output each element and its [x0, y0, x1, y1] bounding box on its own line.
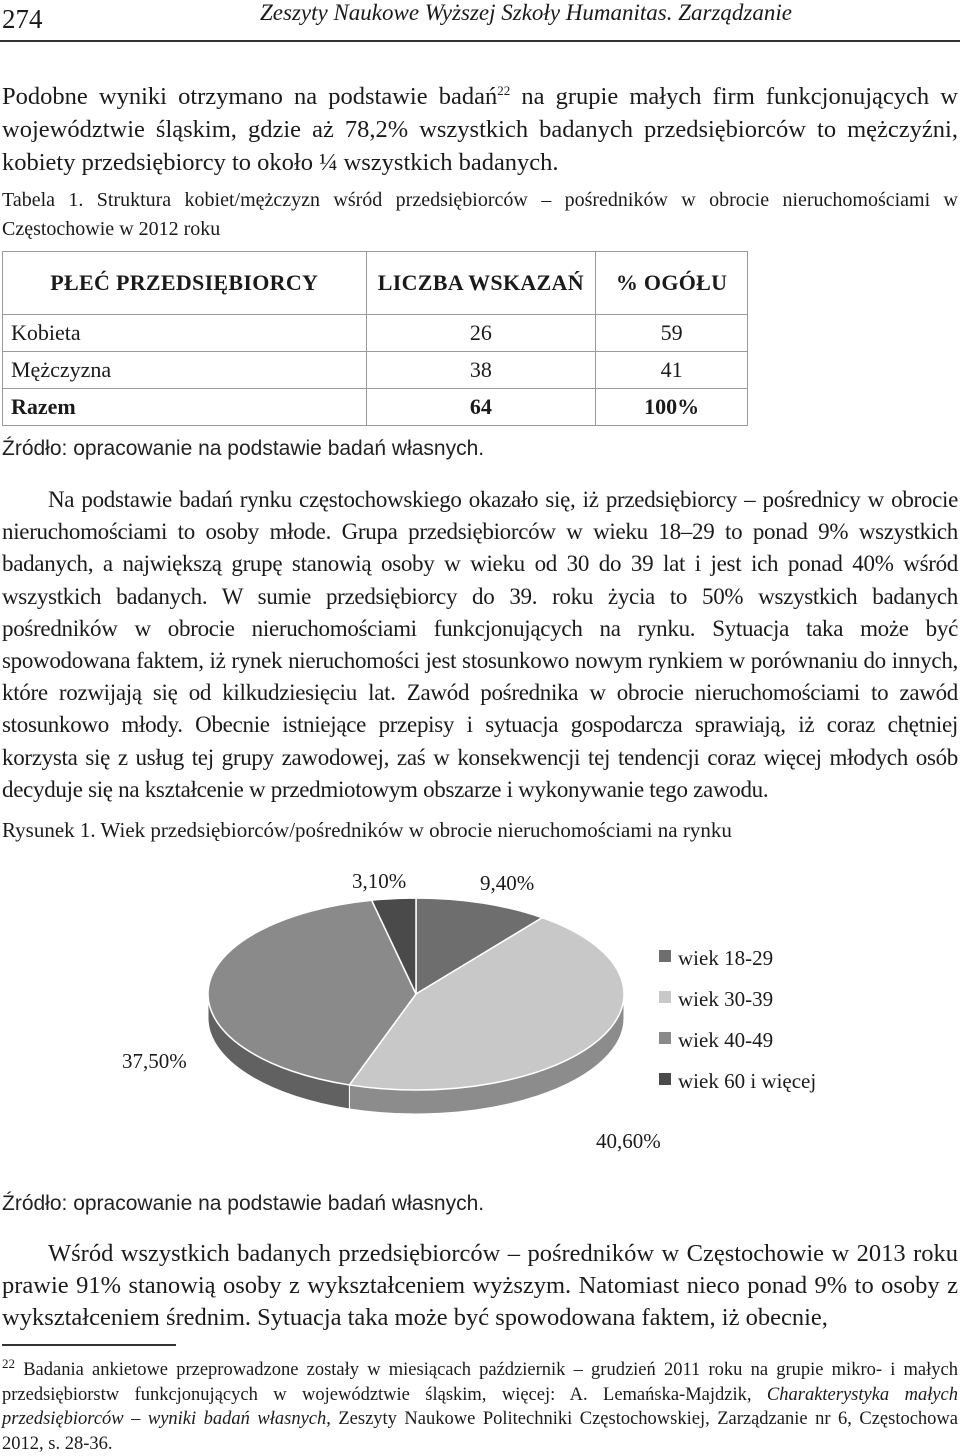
- table-row: [3, 315, 748, 352]
- footnote: [2, 1352, 958, 1456]
- legend-label: wiek 60 i więcej: [678, 1069, 817, 1093]
- table-header-row: [3, 252, 748, 315]
- col-header-percent: % OGÓŁU: [596, 252, 748, 315]
- cell-count: 38: [366, 352, 596, 389]
- col-header-gender: PŁEĆ PRZEDSIĘBIORCY: [3, 252, 367, 315]
- cell-percent: 59: [596, 315, 748, 352]
- legend-label: wiek 40-49: [678, 1028, 774, 1052]
- header-divider: [0, 40, 960, 42]
- cell-gender: Kobieta: [3, 315, 367, 352]
- footnote-text-a: Badania ankietowe przeprowadzone zostały w miesiącach październik – grudzień 2011 roku na grupie mikro- i małych przedsiębiorstw funkcjonujących w województwie śląskim, więcej: A. Lemańska-Majdzik,: [2, 1360, 958, 1405]
- value-label: 37,50%: [122, 1049, 187, 1073]
- figure-caption: Rysunek 1. Wiek przedsiębiorców/pośredników w obrocie nieruchomościami na rynku: [2, 818, 732, 842]
- paragraph-2: Na podstawie badań rynku częstochowskiego okazało się, iż przedsiębiorcy – pośrednicy w obrocie nieruchomościami to osoby młode. Grupa przedsiębiorców w wieku 18–29 to ponad 9% wszystkich badanych, a największą grupę stanowią osoby w wieku od 30 do 39 lat i jest ich ponad 40% wśród wszystkich badanych. W sumie przedsiębiorcy do 39. roku życia to 50% wszystkich badanych pośredników w obrocie nieruchomościami funkcjonujących na rynku. Sytuacja taka może być spowodowana faktem, iż rynek nieruchomości jest stosunkowo nowym rynkiem w porównaniu do innych, które rozwijają się od kilkudziesięciu lat. Zawód pośrednika w obrocie nieruchomościami to zawód stosunkowo młody. Obecnie istniejące przepisy i sytuacja gospodarcza sprawiają, iż coraz chętniej korzysta się z usług tej grupy zawodowej, zaś w konsekwencji tej tendencji coraz więcej młodych osób decyduje się na kształcenie w przedmiotowym obszarze i wykonywanie tego zawodu.: [2, 487, 958, 802]
- cell-count: 64: [366, 389, 596, 426]
- footnote-ref[interactable]: 22: [497, 83, 511, 98]
- figure-source: Źródło: opracowanie na podstawie badań własnych.: [2, 1192, 485, 1215]
- cell-gender: Razem: [3, 389, 367, 426]
- value-label: 40,60%: [596, 1129, 661, 1153]
- cell-percent: 100%: [596, 389, 748, 426]
- footnote-text-b: , Zeszyty Naukowe Politechniki Częstochowskiej, Zarządzanie nr 6, Częstochowa 2012, s. 28-36.: [2, 1409, 958, 1454]
- col-header-count: LICZBA WSKAZAŃ: [366, 252, 596, 315]
- paragraph-3: Wśród wszystkich badanych przedsiębiorców – pośredników w Częstochowie w 2013 roku prawie 91% stanowią osoby z wykształceniem wyższym. Natomiast nieco ponad 9% to osoby z wykształceniem średnim. Sytuacja taka może być spowodowana faktem, iż obecnie,: [2, 1240, 958, 1331]
- footnote-number: 22: [2, 1356, 15, 1371]
- table-caption: Tabela 1. Struktura kobiet/mężczyzn wśród przedsiębiorców – pośredników w obrocie nieruchomościami w Częstochowie w 2012 roku: [2, 189, 958, 240]
- legend-swatch: [659, 950, 671, 962]
- footnote-divider: [2, 1344, 176, 1346]
- paragraph-1-text-a: Podobne wyniki otrzymano na podstawie badań: [2, 83, 498, 111]
- cell-percent: 41: [596, 352, 748, 389]
- legend-swatch: [659, 991, 671, 1003]
- cell-gender: Mężczyzna: [3, 352, 367, 389]
- journal-title: Zeszyty Naukowe Wyższej Szkoły Humanitas. Zarządzanie: [260, 0, 792, 25]
- paragraph-1-text-b: na grupie małych firm funkcjonujących w województwie śląskim, gdzie aż 78,2% wszystkich badanych przedsiębiorców to mężczyźni, kobiety przedsiębiorcy to około ¼ wszystkich badanych.: [2, 83, 958, 177]
- table-row: [3, 352, 748, 389]
- value-label: 3,10%: [352, 869, 407, 893]
- legend-label: wiek 30-39: [678, 987, 774, 1011]
- page-number: 274: [2, 4, 43, 34]
- cell-count: 26: [366, 315, 596, 352]
- table-source: Źródło: opracowanie na podstawie badań własnych.: [2, 437, 485, 460]
- legend-swatch: [659, 1032, 671, 1044]
- gender-table: [2, 251, 748, 426]
- age-pie-chart: [0, 860, 960, 1180]
- legend-label: wiek 18-29: [678, 946, 774, 970]
- legend-swatch: [659, 1073, 671, 1085]
- paragraph-1: [2, 74, 958, 179]
- table-total-row: [3, 389, 748, 426]
- value-label: 9,40%: [480, 871, 535, 895]
- footnote-title: Charakterystyka małych przedsiębiorców – wyniki badań własnych: [2, 1384, 959, 1430]
